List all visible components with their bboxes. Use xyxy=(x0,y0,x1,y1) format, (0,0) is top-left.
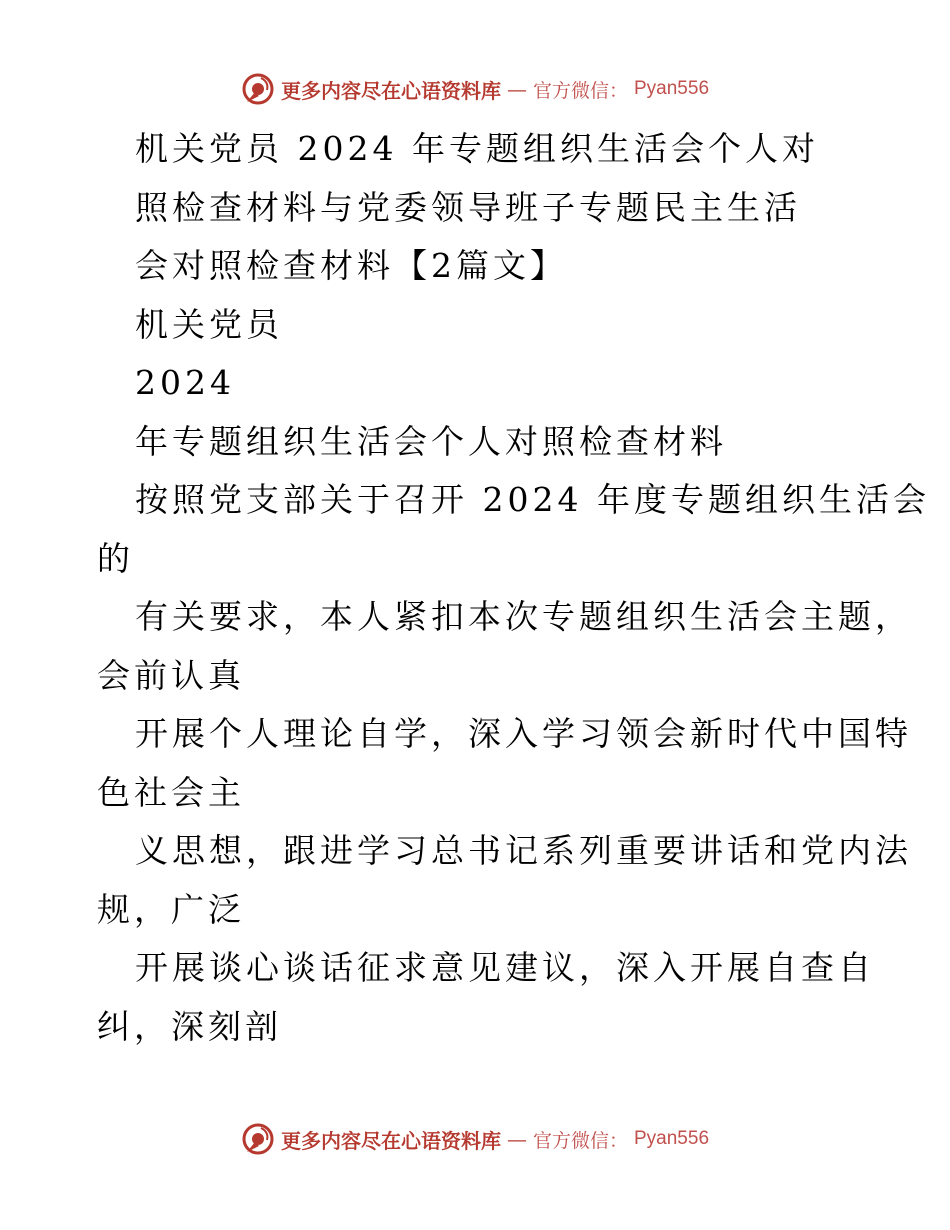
watermark-separator: — xyxy=(506,1127,527,1151)
paragraph-line: 色社会主 xyxy=(97,772,245,812)
watermark-separator: — xyxy=(506,77,527,101)
paragraph-line: 的 xyxy=(97,538,134,578)
watermark-label: 官方微信： xyxy=(532,1129,628,1152)
watermark-id: Pyan556 xyxy=(634,78,710,99)
watermark-title: 更多内容尽在心语资料库 xyxy=(280,78,501,103)
doc-subtitle-line-2: 2024 xyxy=(135,363,235,402)
paragraph-line: 按照党支部关于召开 2024 年度专题组织生活会 xyxy=(135,480,930,519)
watermark-label: 官方微信： xyxy=(532,79,628,102)
doc-subtitle-line-1: 机关党员 xyxy=(135,304,283,344)
doc-title-line-2: 照检查材料与党委领导班子专题民主生活 xyxy=(135,187,801,227)
doc-title-line-1: 机关党员 2024 年专题组织生活会个人对 xyxy=(135,129,819,168)
paragraph-line: 义思想，跟进学习总书记系列重要讲话和党内法 xyxy=(135,831,912,870)
footer-watermark xyxy=(0,1122,950,1156)
doc-title-line-3: 会对照检查材料【2篇文】 xyxy=(135,246,567,285)
doc-subtitle-line-3: 年专题组织生活会个人对照检查材料 xyxy=(135,421,727,461)
document-body xyxy=(97,120,930,1056)
pen-logo-icon xyxy=(241,1122,275,1156)
header-watermark xyxy=(0,72,950,106)
paragraph-line: 纠，深刻剖 xyxy=(97,1006,282,1046)
paragraph-line: 开展谈心谈话征求意见建议，深入开展自查自 xyxy=(135,948,875,987)
pen-logo-icon xyxy=(241,72,275,106)
paragraph-line: 规，广泛 xyxy=(97,889,245,929)
watermark-id: Pyan556 xyxy=(634,1128,710,1149)
paragraph-line: 开展个人理论自学，深入学习领会新时代中国特 xyxy=(135,714,912,753)
paragraph-line: 有关要求，本人紧扣本次专题组织生活会主题， xyxy=(135,597,912,636)
watermark-title: 更多内容尽在心语资料库 xyxy=(280,1128,501,1153)
paragraph-line: 会前认真 xyxy=(97,655,245,695)
